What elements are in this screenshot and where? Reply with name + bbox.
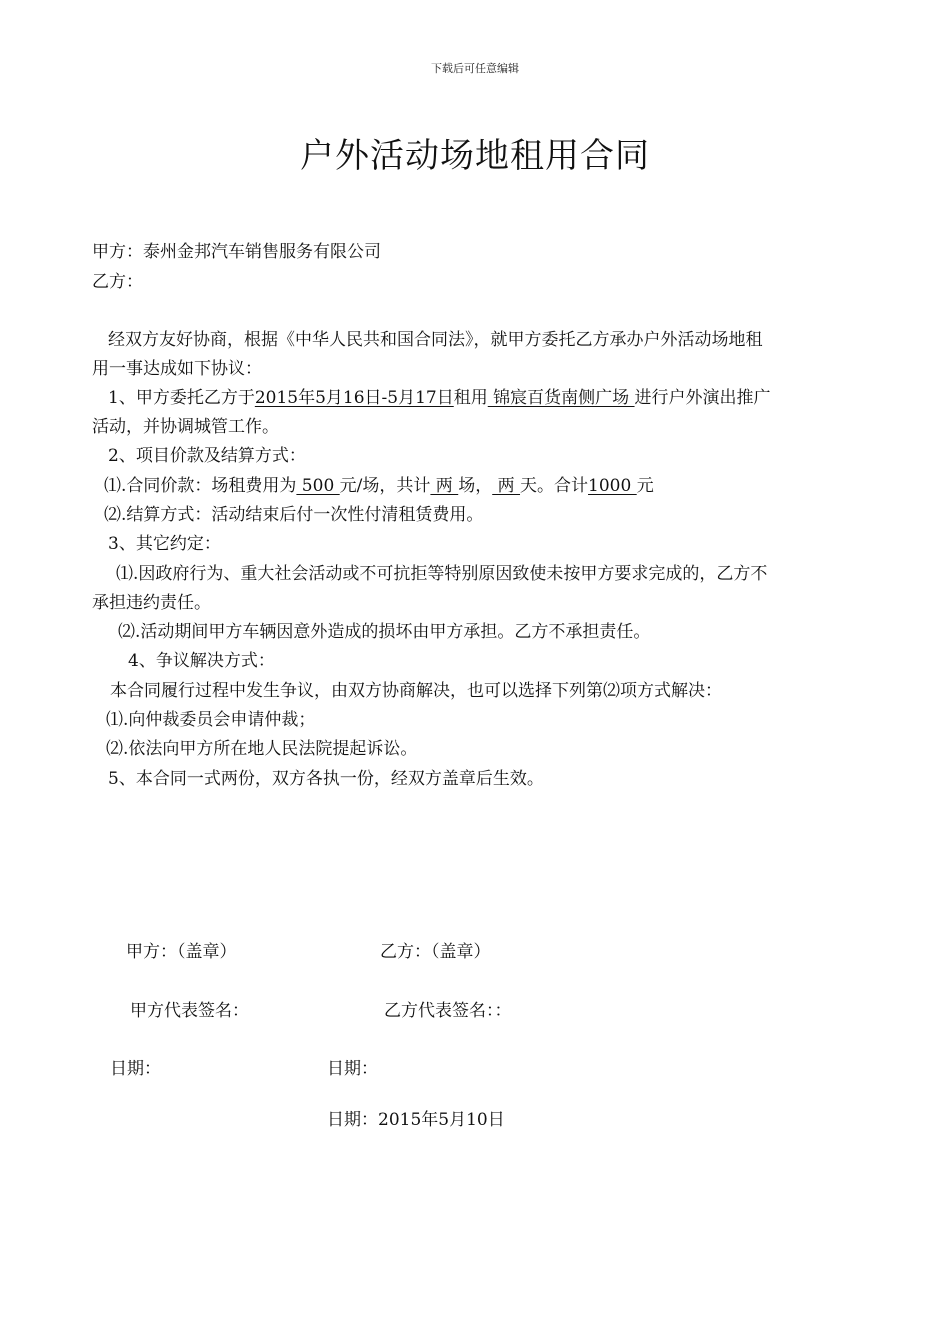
price-unit: 元/场，共计 — [339, 476, 431, 496]
party-a-line: 甲方：泰州金邦汽车销售服务有限公司 — [92, 242, 381, 262]
clause-1-mid: 租用 — [453, 388, 488, 408]
session-count-unit: 场， — [458, 476, 493, 496]
day-count-unit: 天。合计 — [520, 476, 589, 496]
clause-1-line-2: 活动，并协调城管工作。 — [92, 417, 279, 437]
clause-4-option-2: ⑵.依法向甲方所在地人民法院提起诉讼。 — [106, 739, 418, 759]
intro-line-1: 经双方友好协商，根据《中华人民共和国合同法》，就甲方委托乙方承办户外活动场地租 — [108, 330, 763, 350]
session-count: 两 — [430, 476, 459, 496]
clause-3-item-1-line-1: ⑴.因政府行为、重大社会活动或不可抗拒等特别原因致使未按甲方要求完成的，乙方不 — [116, 564, 768, 584]
clause-3-heading: 3、其它约定： — [108, 534, 221, 554]
clause-1-dates: 2015年5月16日-5月17日 — [254, 388, 454, 408]
party-b-line: 乙方： — [92, 272, 143, 292]
total-unit: 元 — [636, 476, 654, 496]
contract-title: 户外活动场地租用合同 — [300, 136, 650, 176]
clause-1-prefix: 1、甲方委托乙方于 — [108, 388, 255, 408]
clause-3-item-2: ⑵.活动期间甲方车辆因意外造成的损坏由甲方承担。乙方不承担责任。 — [118, 622, 651, 642]
clause-4-intro: 本合同履行过程中发生争议，由双方协商解决，也可以选择下列第⑵项方式解决： — [110, 681, 722, 701]
signing-date: 日期：2015年5月10日 — [327, 1110, 505, 1130]
price-per-session: 500 — [296, 476, 340, 496]
total-amount: 1000 — [588, 476, 637, 496]
clause-5: 5、本合同一式两份，双方各执一份，经双方盖章后生效。 — [108, 769, 544, 789]
clause-3-item-1-line-2: 承担违约责任。 — [92, 593, 211, 613]
clause-2-settlement: ⑵.结算方式：活动结束后付一次性付清租赁费用。 — [104, 505, 484, 525]
party-a-seal: 甲方：（盖章） — [126, 942, 237, 962]
party-b-date: 日期： — [327, 1059, 378, 1079]
clause-4-option-1: ⑴.向仲裁委员会申请仲裁； — [106, 710, 316, 730]
clause-4-heading: 4、争议解决方式： — [128, 651, 275, 671]
clause-1-suffix: 进行户外演出推广 — [634, 388, 771, 408]
intro-line-2: 用一事达成如下协议： — [92, 359, 262, 379]
clause-1-line-1 — [108, 386, 771, 410]
party-b-representative: 乙方代表签名：： — [384, 1001, 512, 1021]
party-b-seal: 乙方：（盖章） — [380, 942, 491, 962]
clause-1-venue: 锦宸百货南侧广场 — [487, 388, 635, 408]
clause-2-heading: 2、项目价款及结算方式： — [108, 446, 306, 466]
party-a-representative: 甲方代表签名： — [130, 1001, 249, 1021]
header-note: 下载后可任意编辑 — [431, 62, 519, 75]
clause-2-price-line — [104, 474, 654, 498]
price-prefix: ⑴.合同价款：场租费用为 — [104, 476, 297, 496]
day-count: 两 — [492, 476, 521, 496]
party-a-date: 日期： — [110, 1059, 161, 1079]
